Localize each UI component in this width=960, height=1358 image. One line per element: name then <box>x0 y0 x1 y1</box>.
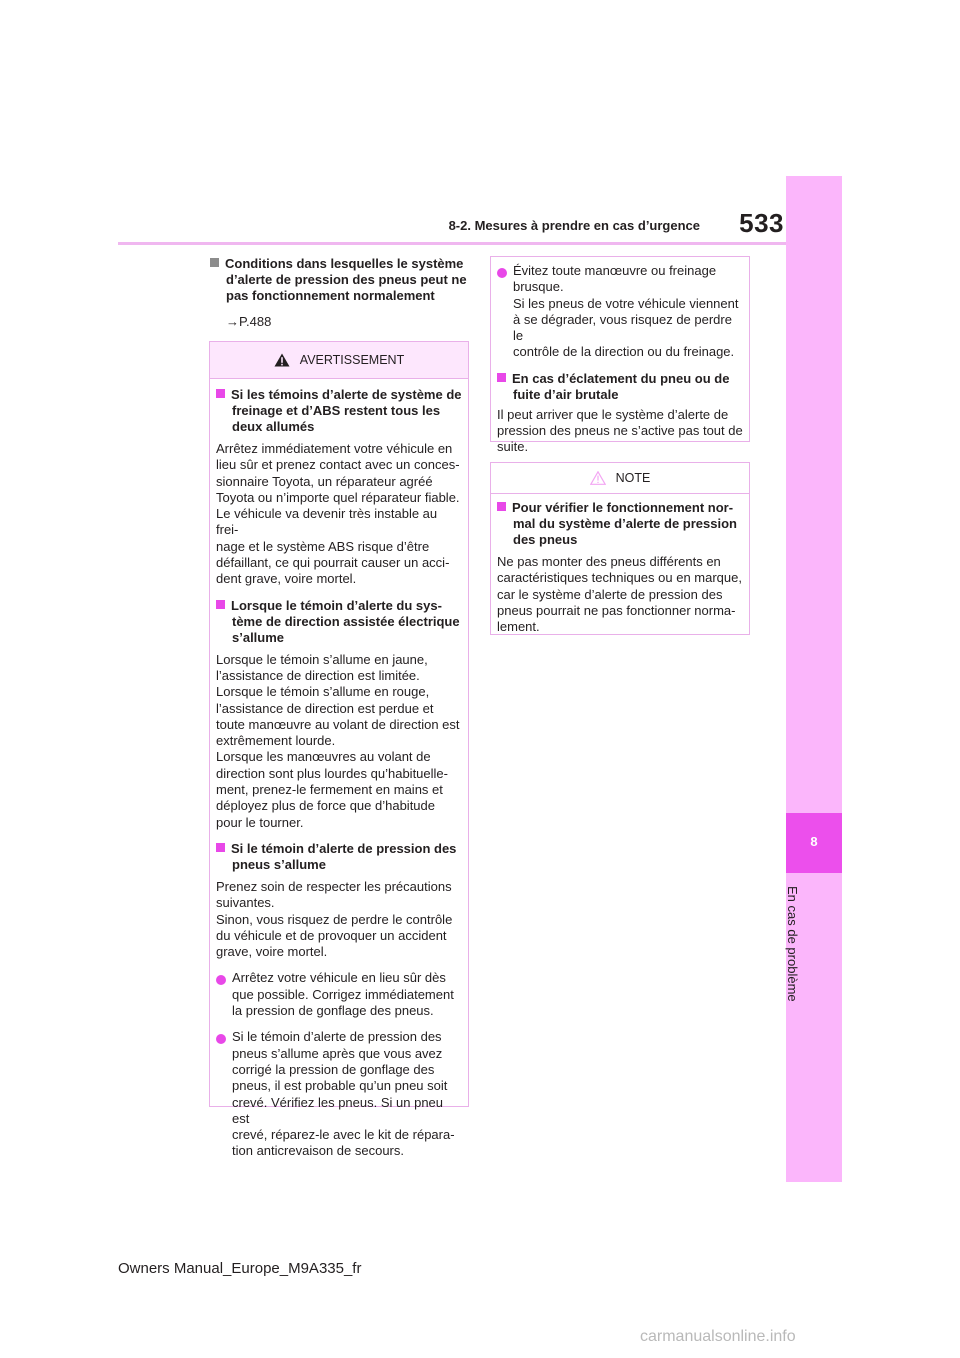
chapter-label-text: En cas de problème <box>785 886 800 1002</box>
text-line: dent grave, voire mortel. <box>216 571 357 587</box>
text-line: pneus pourrait ne pas fonctionner norma- <box>497 602 736 618</box>
square-bullet-icon <box>216 843 225 852</box>
warning-continuation-box <box>490 256 750 455</box>
text-line: déployez plus de force que d’habitude <box>216 798 435 814</box>
text-line: Lorsque les manœuvres au volant de <box>216 749 431 765</box>
note-box-title: NOTE <box>615 471 651 485</box>
warning-box-title: AVERTISSEMENT <box>299 353 405 367</box>
text-line: la pression de gonflage des pneus. <box>232 1003 434 1019</box>
text-line: que possible. Corrigez immédiatement <box>232 986 454 1002</box>
square-bullet-icon <box>497 502 506 511</box>
text-line: l’assistance de direction est perdue et <box>216 700 434 716</box>
warning-s4-body <box>497 407 743 456</box>
warning-s3-body <box>216 879 462 960</box>
text-line: pour le tourner. <box>216 814 304 830</box>
text-line: du véhicule et de provoquer un accident <box>216 927 447 943</box>
note-heading <box>497 500 743 548</box>
text-line: Évitez toute manœuvre ou freinage <box>513 263 717 278</box>
warning-triangle-icon <box>274 353 290 367</box>
note-heading-text: Pour vérifier le fonctionnement nor- mal du système d’alerte de pression des pneus <box>512 500 737 547</box>
intro-heading <box>210 256 468 304</box>
warning-s2-heading-text: Lorsque le témoin d’alerte du sys- tème de direction assistée électrique s’allume <box>231 597 460 645</box>
text-line: suite. <box>497 439 529 455</box>
text-line: Sinon, vous risquez de perdre le contrôle <box>216 911 453 927</box>
text-line: défaillant, ce qui pourrait causer un acci- <box>216 555 450 571</box>
text-line: ment, prenez-le fermement en mains et <box>216 782 443 798</box>
text-line: sionnaire Toyota, un réparateur agréé <box>216 473 433 489</box>
text-line: lement. <box>497 619 540 635</box>
caution-triangle-icon <box>590 471 606 485</box>
note-body <box>497 554 743 635</box>
text-line: Toyota ou n’importe quel réparateur fiable. <box>216 489 460 505</box>
warning-box-header <box>210 342 468 379</box>
warning-box <box>209 341 469 1159</box>
intro-heading-text: Conditions dans lesquelles le système d’alerte de pression des pneus peut ne pas fonctionnement normalement <box>225 256 467 303</box>
text-line: pneus s’allume après que vous avez <box>232 1045 443 1061</box>
round-bullet-icon <box>216 1034 226 1044</box>
chapter-number: 8 <box>810 834 818 849</box>
text-line: toute manœuvre au volant de direction est <box>216 716 460 732</box>
text-line: tion anticrevaison de secours. <box>232 1143 404 1159</box>
warning-s3-heading-text: Si le témoin d’alerte de pression des pneus s’allume <box>231 840 457 872</box>
text-line: suivantes. <box>216 895 275 911</box>
text-line: pression des pneus ne s’active pas tout de <box>497 423 743 439</box>
section-title: 8-2. Mesures à prendre en cas d’urgence <box>448 218 700 233</box>
text-line: contrôle de la direction ou du freinage. <box>513 344 735 360</box>
watermark: carmanualsonline.info <box>640 1328 796 1345</box>
text-line: Lorsque le témoin s’allume en jaune, <box>216 651 428 667</box>
text-line: Si les pneus de votre véhicule viennent <box>513 295 739 311</box>
warning-bullet-3 <box>497 263 743 361</box>
text-line: Le véhicule va devenir très instable au frei- <box>216 506 438 538</box>
warning-bullet-1 <box>216 970 462 1019</box>
chapter-label <box>772 886 812 1186</box>
text-line: lieu sûr et prenez contact avec un conces- <box>216 457 460 473</box>
warning-s2-heading <box>216 598 462 646</box>
text-line: car le système d’alerte de pression des <box>497 586 723 602</box>
square-bullet-icon <box>210 258 219 267</box>
round-bullet-icon <box>497 268 507 278</box>
text-line: corrigé la pression de gonflage des <box>232 1061 435 1077</box>
square-bullet-icon <box>216 600 225 609</box>
text-line: Prenez soin de respecter les précautions <box>216 878 452 894</box>
text-line: extrêmement lourde. <box>216 733 336 749</box>
text-line: crevé, réparez-le avec le kit de répara- <box>232 1127 455 1143</box>
warning-s3-heading <box>216 841 462 873</box>
warning-s1-body <box>216 441 462 588</box>
text-line: crevé. Vérifiez les pneus. Si un pneu est <box>232 1094 444 1126</box>
text-line: Si le témoin d’alerte de pression des <box>232 1029 442 1045</box>
header-rule <box>118 242 786 245</box>
manual-footer: Owners Manual_Europe_M9A335_fr <box>118 1260 362 1277</box>
text-line: brusque. <box>513 279 564 295</box>
intro-section <box>210 256 468 330</box>
note-box <box>490 462 750 635</box>
warning-s1-heading-text: Si les témoins d’alerte de système de freinage et d’ABS restent tous les deux allumés <box>231 387 462 434</box>
text-line: Ne pas monter des pneus différents en <box>497 554 721 569</box>
warning-bullet-2 <box>216 1029 462 1159</box>
text-line: Arrêtez immédiatement votre véhicule en <box>216 441 453 456</box>
intro-reference[interactable]: →P.488 <box>226 314 272 329</box>
warning-s4-heading <box>497 371 743 403</box>
warning-s1-heading <box>216 387 462 435</box>
note-box-header <box>491 463 749 494</box>
text-line: grave, voire mortel. <box>216 944 328 960</box>
text-line: Il peut arriver que le système d’alerte de <box>497 406 729 422</box>
text-line: direction sont plus lourdes qu’habituelle- <box>216 765 448 781</box>
text-line: à se dégrader, vous risquez de perdre le <box>513 311 732 344</box>
text-line: Arrêtez votre véhicule en lieu sûr dès <box>232 970 446 986</box>
warning-s4-heading-text: En cas d’éclatement du pneu ou de fuite d’air brutale <box>512 370 730 402</box>
round-bullet-icon <box>216 975 226 985</box>
text-line: caractéristiques techniques ou en marque, <box>497 570 742 586</box>
square-bullet-icon <box>497 373 506 382</box>
text-line: pneus, il est probable qu’un pneu soit <box>232 1078 448 1094</box>
warning-s2-body <box>216 652 462 831</box>
text-line: Lorsque le témoin s’allume en rouge, <box>216 684 430 700</box>
page-number: 533 <box>739 208 784 238</box>
square-bullet-icon <box>216 389 225 398</box>
text-line: nage et le système ABS risque d’être <box>216 538 430 554</box>
text-line: l’assistance de direction est limitée. <box>216 667 420 683</box>
